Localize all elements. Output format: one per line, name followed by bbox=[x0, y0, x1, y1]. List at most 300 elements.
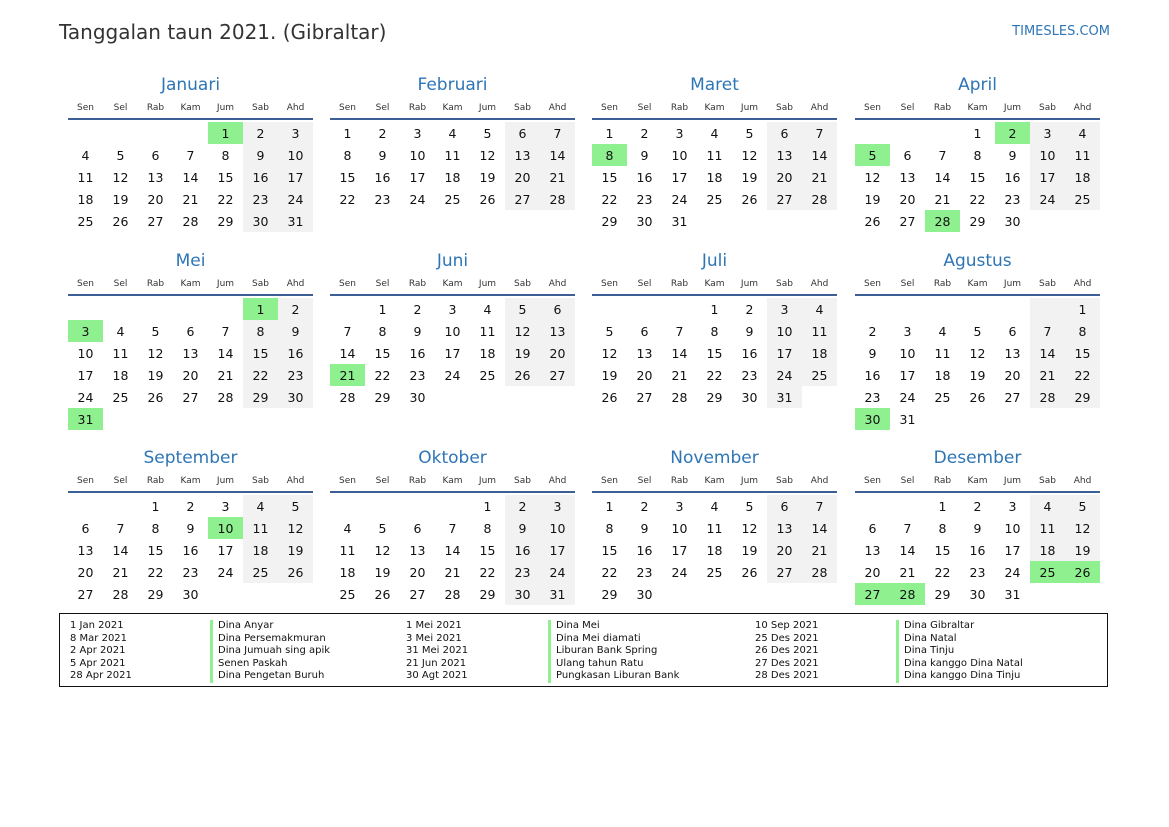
day-cell: 6 bbox=[505, 122, 540, 144]
day-cell: 10 bbox=[899, 345, 916, 361]
weekday-label: Sab bbox=[252, 103, 269, 113]
day-cell: 23 bbox=[409, 367, 426, 383]
day-cell: 26 bbox=[864, 213, 881, 229]
day-cell: 5 bbox=[378, 520, 387, 536]
weekday-label: Sen bbox=[864, 279, 881, 289]
empty-cell bbox=[890, 298, 925, 320]
day-cell: 18 bbox=[934, 367, 951, 383]
empty-cell bbox=[540, 386, 575, 408]
day-cell: 4 bbox=[483, 301, 492, 317]
day-cell: 1 bbox=[710, 301, 719, 317]
weekday-label: Sab bbox=[514, 476, 531, 486]
day-cell: 19 bbox=[147, 367, 164, 383]
day-cell: 25 bbox=[802, 364, 837, 386]
day-cell: 14 bbox=[444, 542, 461, 558]
day-cell: 25 bbox=[243, 561, 278, 583]
day-cell: 16 bbox=[864, 367, 881, 383]
day-cell: 21 bbox=[899, 564, 916, 580]
weekday-label: Sab bbox=[514, 279, 531, 289]
day-cell: 15 bbox=[601, 169, 618, 185]
day-cell: 22 bbox=[1065, 364, 1100, 386]
day-cell: 11 bbox=[243, 517, 278, 539]
holiday-name: Dina Jumuah sing apik bbox=[210, 645, 330, 658]
holiday-day: 8 bbox=[592, 144, 627, 166]
day-cell: 29 bbox=[374, 389, 391, 405]
day-cell: 2 bbox=[413, 301, 422, 317]
holiday-day: 30 bbox=[855, 408, 890, 430]
empty-cell bbox=[435, 495, 470, 517]
holiday-dates-col-2 bbox=[406, 620, 468, 683]
day-cell: 19 bbox=[969, 367, 986, 383]
holiday-date: 1 Mei 2021 bbox=[406, 620, 462, 631]
month-name: Agustus bbox=[943, 251, 1012, 271]
day-cell: 23 bbox=[182, 564, 199, 580]
weekday-label: Sel bbox=[113, 103, 128, 113]
empty-cell bbox=[138, 408, 173, 430]
day-cell: 1 bbox=[483, 498, 492, 514]
day-cell: 27 bbox=[540, 364, 575, 386]
day-cell: 13 bbox=[636, 345, 653, 361]
day-cell: 31 bbox=[1004, 586, 1021, 602]
weekday-label: Kam bbox=[704, 279, 725, 289]
weekday-label: Sab bbox=[1039, 103, 1056, 113]
day-cell: 6 bbox=[640, 323, 649, 339]
holiday-day: 3 bbox=[68, 320, 103, 342]
day-cell: 14 bbox=[671, 345, 688, 361]
weekday-label: Kam bbox=[967, 476, 988, 486]
day-grid bbox=[68, 120, 313, 232]
month-agustus bbox=[855, 250, 1100, 430]
holiday-name: Dina Natal bbox=[896, 633, 1023, 646]
day-cell: 26 bbox=[479, 191, 496, 207]
day-cell: 24 bbox=[540, 561, 575, 583]
holiday-legend bbox=[59, 613, 1108, 687]
day-cell: 14 bbox=[934, 169, 951, 185]
weekday-label: Jum bbox=[216, 103, 235, 113]
day-cell: 24 bbox=[278, 188, 313, 210]
holiday-date: 27 Des 2021 bbox=[755, 657, 819, 669]
day-cell: 28 bbox=[802, 561, 837, 583]
weekday-header bbox=[330, 98, 575, 120]
empty-cell bbox=[925, 298, 960, 320]
empty-cell bbox=[995, 298, 1030, 320]
weekday-label: Ahd bbox=[286, 103, 305, 113]
day-cell: 14 bbox=[182, 169, 199, 185]
weekday-header bbox=[592, 274, 837, 296]
day-cell: 18 bbox=[706, 542, 723, 558]
day-cell: 19 bbox=[374, 564, 391, 580]
day-cell: 10 bbox=[540, 517, 575, 539]
day-cell: 4 bbox=[1065, 122, 1100, 144]
day-cell: 26 bbox=[741, 564, 758, 580]
day-cell: 10 bbox=[1004, 520, 1021, 536]
day-cell: 23 bbox=[864, 389, 881, 405]
empty-cell bbox=[173, 122, 208, 144]
day-cell: 26 bbox=[147, 389, 164, 405]
day-cell: 4 bbox=[81, 147, 90, 163]
day-cell: 4 bbox=[938, 323, 947, 339]
weekday-label: Sab bbox=[776, 103, 793, 113]
empty-cell bbox=[505, 386, 540, 408]
day-grid bbox=[592, 493, 837, 605]
site-link[interactable]: TIMESLES.COM bbox=[1012, 24, 1110, 39]
day-cell: 28 bbox=[182, 213, 199, 229]
day-cell: 20 bbox=[147, 191, 164, 207]
day-grid bbox=[855, 493, 1100, 605]
holiday-names-col-2 bbox=[548, 620, 679, 683]
day-cell: 20 bbox=[540, 342, 575, 364]
weekday-header bbox=[855, 98, 1100, 120]
holiday-day: 5 bbox=[855, 144, 890, 166]
holiday-day: 27 bbox=[855, 583, 890, 605]
day-cell: 28 bbox=[671, 389, 688, 405]
day-cell: 31 bbox=[899, 411, 916, 427]
day-cell: 16 bbox=[243, 166, 278, 188]
day-cell: 21 bbox=[444, 564, 461, 580]
day-cell: 9 bbox=[868, 345, 877, 361]
weekday-label: Ahd bbox=[286, 279, 305, 289]
day-cell: 23 bbox=[374, 191, 391, 207]
day-cell: 27 bbox=[409, 586, 426, 602]
empty-cell bbox=[278, 408, 313, 430]
day-cell: 26 bbox=[112, 213, 129, 229]
day-grid bbox=[855, 296, 1100, 430]
day-grid bbox=[592, 296, 837, 408]
day-cell: 24 bbox=[767, 364, 802, 386]
day-cell: 5 bbox=[483, 125, 492, 141]
day-cell: 17 bbox=[278, 166, 313, 188]
day-cell: 22 bbox=[147, 564, 164, 580]
weekday-label: Sel bbox=[900, 279, 915, 289]
day-cell: 21 bbox=[671, 367, 688, 383]
day-cell: 30 bbox=[182, 586, 199, 602]
day-cell: 13 bbox=[1004, 345, 1021, 361]
day-cell: 28 bbox=[339, 389, 356, 405]
weekday-label: Rab bbox=[408, 476, 427, 486]
day-cell: 11 bbox=[802, 320, 837, 342]
day-grid bbox=[330, 296, 575, 408]
weekday-label: Ahd bbox=[1073, 279, 1092, 289]
day-cell: 15 bbox=[243, 342, 278, 364]
day-cell: 30 bbox=[741, 389, 758, 405]
day-cell: 14 bbox=[112, 542, 129, 558]
holiday-date: 10 Sep 2021 bbox=[755, 620, 819, 631]
day-cell: 12 bbox=[601, 345, 618, 361]
day-cell: 24 bbox=[444, 367, 461, 383]
day-cell: 17 bbox=[444, 345, 461, 361]
empty-cell bbox=[855, 122, 890, 144]
weekday-label: Sel bbox=[113, 476, 128, 486]
day-cell: 28 bbox=[444, 586, 461, 602]
holiday-name: Liburan Bank Spring bbox=[548, 645, 679, 658]
day-cell: 18 bbox=[1065, 166, 1100, 188]
weekday-label: Kam bbox=[180, 103, 201, 113]
empty-cell bbox=[855, 495, 890, 517]
weekday-label: Kam bbox=[180, 279, 201, 289]
day-cell: 15 bbox=[374, 345, 391, 361]
empty-cell bbox=[103, 122, 138, 144]
day-cell: 5 bbox=[973, 323, 982, 339]
day-cell: 4 bbox=[1030, 495, 1065, 517]
empty-cell bbox=[68, 122, 103, 144]
day-cell: 12 bbox=[505, 320, 540, 342]
empty-cell bbox=[890, 122, 925, 144]
holiday-date: 3 Mei 2021 bbox=[406, 632, 462, 644]
day-cell: 31 bbox=[767, 386, 802, 408]
weekday-label: Jum bbox=[740, 103, 759, 113]
empty-cell bbox=[960, 298, 995, 320]
day-cell: 27 bbox=[899, 213, 916, 229]
empty-cell bbox=[1030, 583, 1065, 605]
weekday-label: Jum bbox=[740, 476, 759, 486]
day-cell: 22 bbox=[479, 564, 496, 580]
day-cell: 10 bbox=[1030, 144, 1065, 166]
weekday-label: Sel bbox=[375, 103, 390, 113]
holiday-day: 21 bbox=[330, 364, 365, 386]
empty-cell bbox=[802, 583, 837, 605]
day-cell: 11 bbox=[444, 147, 461, 163]
day-grid bbox=[330, 493, 575, 605]
weekday-header bbox=[68, 471, 313, 493]
holiday-names-col-1 bbox=[210, 620, 330, 683]
day-cell: 7 bbox=[675, 323, 684, 339]
day-cell: 10 bbox=[409, 147, 426, 163]
day-cell: 7 bbox=[802, 122, 837, 144]
weekday-label: Kam bbox=[442, 103, 463, 113]
day-cell: 7 bbox=[540, 122, 575, 144]
weekday-header bbox=[592, 98, 837, 120]
holiday-name: Dina kanggo Dina Natal bbox=[896, 658, 1023, 671]
weekday-label: Sel bbox=[375, 476, 390, 486]
day-cell: 30 bbox=[505, 583, 540, 605]
day-cell: 3 bbox=[540, 495, 575, 517]
weekday-label: Sen bbox=[864, 476, 881, 486]
day-cell: 6 bbox=[1008, 323, 1017, 339]
day-cell: 27 bbox=[182, 389, 199, 405]
day-cell: 18 bbox=[339, 564, 356, 580]
holiday-day: 10 bbox=[208, 517, 243, 539]
weekday-label: Rab bbox=[670, 279, 689, 289]
day-cell: 22 bbox=[969, 191, 986, 207]
holiday-date: 30 Agt 2021 bbox=[406, 670, 468, 681]
weekday-label: Sab bbox=[1039, 279, 1056, 289]
day-grid bbox=[592, 120, 837, 232]
weekday-label: Kam bbox=[704, 103, 725, 113]
day-cell: 25 bbox=[934, 389, 951, 405]
day-cell: 18 bbox=[112, 367, 129, 383]
weekday-label: Jum bbox=[478, 103, 497, 113]
holiday-day: 1 bbox=[208, 122, 243, 144]
day-cell: 29 bbox=[147, 586, 164, 602]
empty-cell bbox=[138, 298, 173, 320]
empty-cell bbox=[925, 408, 960, 430]
empty-cell bbox=[103, 298, 138, 320]
day-cell: 2 bbox=[378, 125, 387, 141]
weekday-label: Rab bbox=[146, 476, 165, 486]
day-cell: 4 bbox=[448, 125, 457, 141]
day-cell: 7 bbox=[221, 323, 230, 339]
day-cell: 28 bbox=[802, 188, 837, 210]
day-cell: 7 bbox=[802, 495, 837, 517]
month-november bbox=[592, 447, 837, 605]
empty-cell bbox=[330, 495, 365, 517]
month-name: Oktober bbox=[418, 448, 487, 468]
day-cell: 25 bbox=[339, 586, 356, 602]
day-cell: 21 bbox=[802, 166, 837, 188]
empty-cell bbox=[330, 298, 365, 320]
day-cell: 15 bbox=[934, 542, 951, 558]
day-cell: 18 bbox=[802, 342, 837, 364]
day-grid bbox=[68, 296, 313, 430]
holiday-day: 28 bbox=[890, 583, 925, 605]
weekday-label: Sel bbox=[113, 279, 128, 289]
empty-cell bbox=[208, 583, 243, 605]
day-cell: 22 bbox=[243, 364, 278, 386]
holiday-date: 31 Mei 2021 bbox=[406, 645, 469, 656]
day-cell: 17 bbox=[671, 169, 688, 185]
day-cell: 28 bbox=[112, 586, 129, 602]
weekday-label: Rab bbox=[933, 103, 952, 113]
day-cell: 25 bbox=[706, 191, 723, 207]
holiday-day: 28 bbox=[925, 210, 960, 232]
weekday-label: Sen bbox=[339, 103, 356, 113]
empty-cell bbox=[767, 210, 802, 232]
empty-cell bbox=[173, 298, 208, 320]
day-cell: 22 bbox=[217, 191, 234, 207]
holiday-date: 21 Jun 2021 bbox=[406, 657, 467, 669]
day-cell: 10 bbox=[278, 144, 313, 166]
empty-cell bbox=[855, 298, 890, 320]
holiday-date: 28 Apr 2021 bbox=[70, 670, 132, 681]
day-cell: 8 bbox=[483, 520, 492, 536]
day-cell: 7 bbox=[938, 147, 947, 163]
day-cell: 17 bbox=[409, 169, 426, 185]
day-cell: 12 bbox=[147, 345, 164, 361]
day-cell: 6 bbox=[903, 147, 912, 163]
empty-cell bbox=[1030, 408, 1065, 430]
day-cell: 28 bbox=[1030, 386, 1065, 408]
day-cell: 26 bbox=[601, 389, 618, 405]
day-cell: 1 bbox=[973, 125, 982, 141]
day-cell: 3 bbox=[767, 298, 802, 320]
day-cell: 20 bbox=[77, 564, 94, 580]
weekday-label: Sen bbox=[77, 279, 94, 289]
holiday-day: 31 bbox=[68, 408, 103, 430]
day-cell: 6 bbox=[151, 147, 160, 163]
day-cell: 14 bbox=[899, 542, 916, 558]
day-cell: 4 bbox=[243, 495, 278, 517]
weekday-label: Sen bbox=[601, 279, 618, 289]
empty-cell bbox=[697, 210, 732, 232]
day-cell: 21 bbox=[540, 166, 575, 188]
day-cell: 23 bbox=[741, 367, 758, 383]
empty-cell bbox=[1030, 298, 1065, 320]
weekday-header bbox=[68, 98, 313, 120]
day-cell: 16 bbox=[1004, 169, 1021, 185]
day-cell: 27 bbox=[147, 213, 164, 229]
day-cell: 18 bbox=[77, 191, 94, 207]
empty-cell bbox=[1030, 210, 1065, 232]
day-cell: 17 bbox=[1004, 542, 1021, 558]
day-cell: 26 bbox=[505, 364, 540, 386]
day-cell: 25 bbox=[444, 191, 461, 207]
weekday-header bbox=[330, 471, 575, 493]
day-cell: 8 bbox=[605, 520, 614, 536]
day-cell: 17 bbox=[77, 367, 94, 383]
holiday-date: 2 Apr 2021 bbox=[70, 645, 126, 656]
empty-cell bbox=[208, 298, 243, 320]
day-cell: 12 bbox=[864, 169, 881, 185]
day-cell: 24 bbox=[899, 389, 916, 405]
weekday-label: Sab bbox=[776, 476, 793, 486]
day-cell: 13 bbox=[182, 345, 199, 361]
empty-cell bbox=[802, 386, 837, 408]
day-cell: 9 bbox=[378, 147, 387, 163]
empty-cell bbox=[208, 408, 243, 430]
holiday-day: 2 bbox=[995, 122, 1030, 144]
month-name: Februari bbox=[417, 75, 488, 95]
weekday-label: Ahd bbox=[810, 476, 829, 486]
holiday-name: Dina Tinju bbox=[896, 645, 1023, 658]
day-cell: 15 bbox=[601, 542, 618, 558]
day-cell: 20 bbox=[767, 166, 802, 188]
day-cell: 7 bbox=[343, 323, 352, 339]
day-cell: 11 bbox=[1030, 517, 1065, 539]
day-cell: 1 bbox=[378, 301, 387, 317]
day-cell: 16 bbox=[969, 542, 986, 558]
holiday-name: Dina Pengetan Buruh bbox=[210, 670, 330, 683]
day-cell: 14 bbox=[217, 345, 234, 361]
day-cell: 19 bbox=[864, 191, 881, 207]
empty-cell bbox=[173, 408, 208, 430]
weekday-label: Sab bbox=[514, 103, 531, 113]
day-cell: 22 bbox=[601, 191, 618, 207]
day-cell: 15 bbox=[147, 542, 164, 558]
weekday-label: Jum bbox=[1003, 476, 1022, 486]
weekday-label: Kam bbox=[704, 476, 725, 486]
day-cell: 15 bbox=[969, 169, 986, 185]
weekday-label: Rab bbox=[408, 103, 427, 113]
day-cell: 31 bbox=[671, 213, 688, 229]
day-cell: 22 bbox=[339, 191, 356, 207]
weekday-label: Sen bbox=[339, 279, 356, 289]
empty-cell bbox=[890, 495, 925, 517]
weekday-label: Jum bbox=[216, 476, 235, 486]
day-cell: 19 bbox=[1065, 539, 1100, 561]
weekday-label: Sab bbox=[252, 279, 269, 289]
weekday-label: Jum bbox=[1003, 103, 1022, 113]
weekday-label: Ahd bbox=[1073, 476, 1092, 486]
holiday-name: Dina Gibraltar bbox=[896, 620, 1023, 633]
day-cell: 18 bbox=[444, 169, 461, 185]
month-januari bbox=[68, 74, 313, 232]
day-cell: 9 bbox=[243, 144, 278, 166]
weekday-label: Sel bbox=[637, 279, 652, 289]
month-februari bbox=[330, 74, 575, 210]
day-cell: 29 bbox=[601, 586, 618, 602]
weekday-label: Ahd bbox=[286, 476, 305, 486]
day-cell: 27 bbox=[505, 188, 540, 210]
day-cell: 15 bbox=[1065, 342, 1100, 364]
empty-cell bbox=[1065, 583, 1100, 605]
day-cell: 21 bbox=[934, 191, 951, 207]
weekday-label: Rab bbox=[408, 279, 427, 289]
holiday-date: 8 Mar 2021 bbox=[70, 632, 128, 644]
day-cell: 20 bbox=[899, 191, 916, 207]
empty-cell bbox=[435, 386, 470, 408]
day-cell: 24 bbox=[77, 389, 94, 405]
day-cell: 18 bbox=[1030, 539, 1065, 561]
